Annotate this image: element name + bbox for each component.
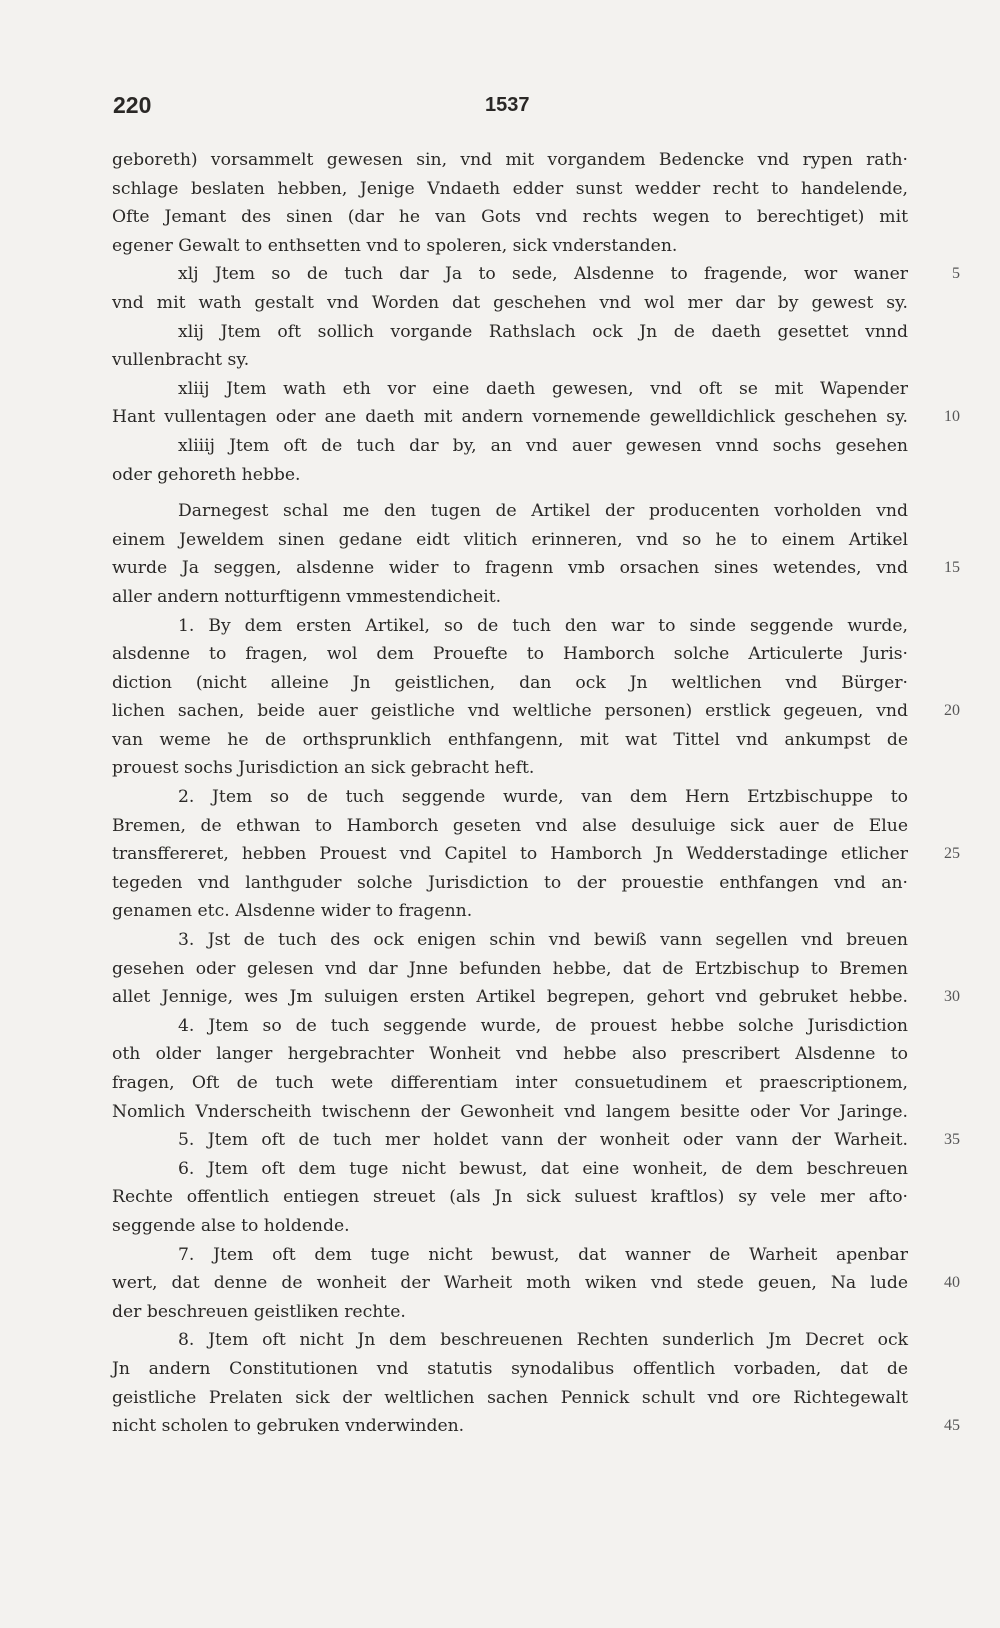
line-text: xlij Jtem oft sollich vorgande Rathslach ock Jn de daeth gesettet vnnd xyxy=(178,321,908,342)
text-line xyxy=(112,1355,908,1384)
text-line xyxy=(112,812,908,841)
text-line xyxy=(112,583,908,612)
line-text: wurde Ja seggen, alsdenne wider to fragenn vmb orsachen sines wetendes, vnd xyxy=(112,558,908,579)
line-text: Darnegest schal me den tugen de Artikel der producenten vorholden vnd xyxy=(178,501,908,522)
line-text: gesehen oder gelesen vnd dar Jnne befunden hebbe, dat de Ertzbischup to Bremen xyxy=(112,958,908,979)
text-line xyxy=(112,175,908,204)
line-text: xlj Jtem so de tuch dar Ja to sede, Alsdenne to fragende, wor waner xyxy=(178,264,908,285)
text-line xyxy=(112,955,908,984)
line-text: xliiij Jtem oft de tuch dar by, an vnd auer gewesen vnnd sochs gesehen xyxy=(178,435,908,456)
line-text: 7. Jtem oft dem tuge nicht bewust, dat wanner de Warheit apenbar xyxy=(178,1244,908,1265)
margin-line-number: 15 xyxy=(944,559,960,577)
text-line xyxy=(112,726,908,755)
line-text: vullenbracht sy. xyxy=(112,350,250,371)
line-text: oder gehoreth hebbe. xyxy=(112,464,301,485)
text-line xyxy=(112,1069,908,1098)
line-text: Hant vullentagen oder ane daeth mit andern vornemende gewelldichlick geschehen sy. xyxy=(112,407,908,428)
text-line xyxy=(112,1098,908,1127)
text-line xyxy=(112,146,908,175)
text-line xyxy=(112,840,960,869)
line-text: 5. Jtem oft de tuch mer holdet vann der wonheit oder vann der Warheit. xyxy=(178,1130,908,1151)
margin-line-number: 20 xyxy=(944,702,960,720)
text-line xyxy=(112,1269,960,1298)
text-line xyxy=(112,926,908,955)
line-text: Bremen, de ethwan to Hamborch geseten vnd alse desuluige sick auer de Elue xyxy=(112,815,908,836)
text-line xyxy=(112,526,908,555)
margin-line-number: 25 xyxy=(944,845,960,863)
line-text: genamen etc. Alsdenne wider to fragenn. xyxy=(112,901,473,922)
text-line xyxy=(112,232,908,261)
line-text: Ofte Jemant des sinen (dar he van Gots vnd rechts wegen to berechtiget) mit xyxy=(112,207,908,228)
text-line xyxy=(112,203,908,232)
text-line xyxy=(112,640,908,669)
margin-line-number: 10 xyxy=(944,408,960,426)
text-line xyxy=(112,554,960,583)
margin-line-number: 40 xyxy=(944,1274,960,1292)
line-text: vnd mit wath gestalt vnd Worden dat geschehen vnd wol mer dar by gewest sy. xyxy=(112,292,908,313)
line-text: 8. Jtem oft nicht Jn dem beschreuenen Rechten sunderlich Jm Decret ock xyxy=(178,1330,908,1351)
line-text: 3. Jst de tuch des ock enigen schin vnd bewiß vann segellen vnd breuen xyxy=(178,930,908,951)
line-text: seggende alse to holdende. xyxy=(112,1215,350,1236)
line-text: geboreth) vorsammelt gewesen sin, vnd mit vorgandem Bedencke vnd rypen rath· xyxy=(112,150,908,170)
line-text: nicht scholen to gebruken vnderwinden. xyxy=(112,1416,465,1437)
text-line xyxy=(112,1212,908,1241)
line-text: Rechte offentlich entiegen streuet (als Jn sick suluest kraftlos) sy vele mer afto· xyxy=(112,1187,908,1208)
line-text: der beschreuen geistliken rechte. xyxy=(112,1301,406,1322)
text-line xyxy=(112,497,908,526)
line-text: lichen sachen, beide auer geistliche vnd weltliche personen) erstlick gegeuen, vnd xyxy=(112,701,908,722)
text-line xyxy=(112,612,908,641)
line-text: van weme he de orthsprunklich enthfangenn, mit wat Tittel vnd ankumpst de xyxy=(112,729,908,750)
text-line xyxy=(112,1126,960,1155)
text-line xyxy=(112,260,960,289)
line-text: transffereret, hebben Prouest vnd Capitel to Hamborch Jn Wedderstadinge etlicher xyxy=(112,844,908,865)
line-text: fragen, Oft de tuch wete differentiam inter consuetudinem et praescriptionem, xyxy=(112,1073,908,1093)
document-body xyxy=(112,146,960,1441)
page-year-heading: 1537 xyxy=(485,94,530,116)
text-line xyxy=(112,869,908,898)
text-line xyxy=(112,783,908,812)
line-text: egener Gewalt to enthsetten vnd to spoleren, sick vnderstanden. xyxy=(112,235,678,256)
text-line xyxy=(112,1298,908,1327)
line-text: prouest sochs Jurisdiction an sick gebracht heft. xyxy=(112,758,535,779)
text-line xyxy=(112,375,908,404)
line-text: oth older langer hergebrachter Wonheit vnd hebbe also prescribert Alsdenne to xyxy=(112,1044,908,1065)
text-line xyxy=(112,1012,908,1041)
text-line xyxy=(112,669,908,698)
text-line xyxy=(112,754,908,783)
text-line xyxy=(112,697,960,726)
text-line xyxy=(112,1412,960,1441)
page-header xyxy=(113,92,907,132)
text-line xyxy=(112,1241,908,1270)
line-text: wert, dat denne de wonheit der Warheit moth wiken vnd stede geuen, Na lude xyxy=(112,1273,908,1294)
text-line xyxy=(112,983,960,1012)
line-text: geistliche Prelaten sick der weltlichen sachen Pennick schult vnd ore Richtegewalt xyxy=(112,1387,908,1408)
line-text: Nomlich Vnderscheith twischenn der Gewonheit vnd langem besitte oder Vor Jaringe. xyxy=(112,1101,908,1122)
text-line xyxy=(112,897,908,926)
text-line xyxy=(112,403,960,432)
line-text: 2. Jtem so de tuch seggende wurde, van dem Hern Ertzbischuppe to xyxy=(178,787,908,808)
line-text: schlage beslaten hebben, Jenige Vndaeth edder sunst wedder recht to handelende, xyxy=(112,178,908,199)
text-line xyxy=(112,1155,908,1184)
line-text: diction (nicht alleine Jn geistlichen, dan ock Jn weltlichen vnd Bürger· xyxy=(112,672,908,693)
margin-line-number: 45 xyxy=(944,1417,960,1435)
line-text: 1. By dem ersten Artikel, so de tuch den war to sinde seggende wurde, xyxy=(178,615,908,636)
margin-line-number: 5 xyxy=(952,265,960,283)
line-text: tegeden vnd lanthguder solche Jurisdiction to der prouestie enthfangen vnd an· xyxy=(112,872,908,893)
line-text: alsdenne to fragen, wol dem Prouefte to Hamborch solche Articulerte Juris· xyxy=(112,644,908,665)
text-line xyxy=(112,1040,908,1069)
text-line xyxy=(112,1384,908,1413)
margin-line-number: 35 xyxy=(944,1131,960,1149)
text-line xyxy=(112,289,908,318)
text-line xyxy=(112,461,908,490)
text-line xyxy=(112,318,908,347)
text-line xyxy=(112,346,908,375)
line-text: 4. Jtem so de tuch seggende wurde, de prouest hebbe solche Jurisdiction xyxy=(178,1015,908,1036)
line-text: 6. Jtem oft dem tuge nicht bewust, dat eine wonheit, de dem beschreuen xyxy=(178,1158,908,1179)
text-line xyxy=(112,1183,908,1212)
page-number: 220 xyxy=(113,92,152,118)
text-line xyxy=(112,1326,908,1355)
text-line xyxy=(112,432,908,461)
line-text: aller andern notturftigenn vmmestendicheit. xyxy=(112,586,502,607)
line-text: einem Jeweldem sinen gedane eidt vlitich erinneren, vnd so he to einem Artikel xyxy=(112,529,908,550)
line-text: xliij Jtem wath eth vor eine daeth gewesen, vnd oft se mit Wapender xyxy=(178,378,908,399)
margin-line-number: 30 xyxy=(944,988,960,1006)
line-text: allet Jennige, wes Jm suluigen ersten Artikel begrepen, gehort vnd gebruket hebbe. xyxy=(112,987,908,1008)
line-text: Jn andern Constitutionen vnd statutis synodalibus offentlich vorbaden, dat de xyxy=(112,1358,908,1379)
